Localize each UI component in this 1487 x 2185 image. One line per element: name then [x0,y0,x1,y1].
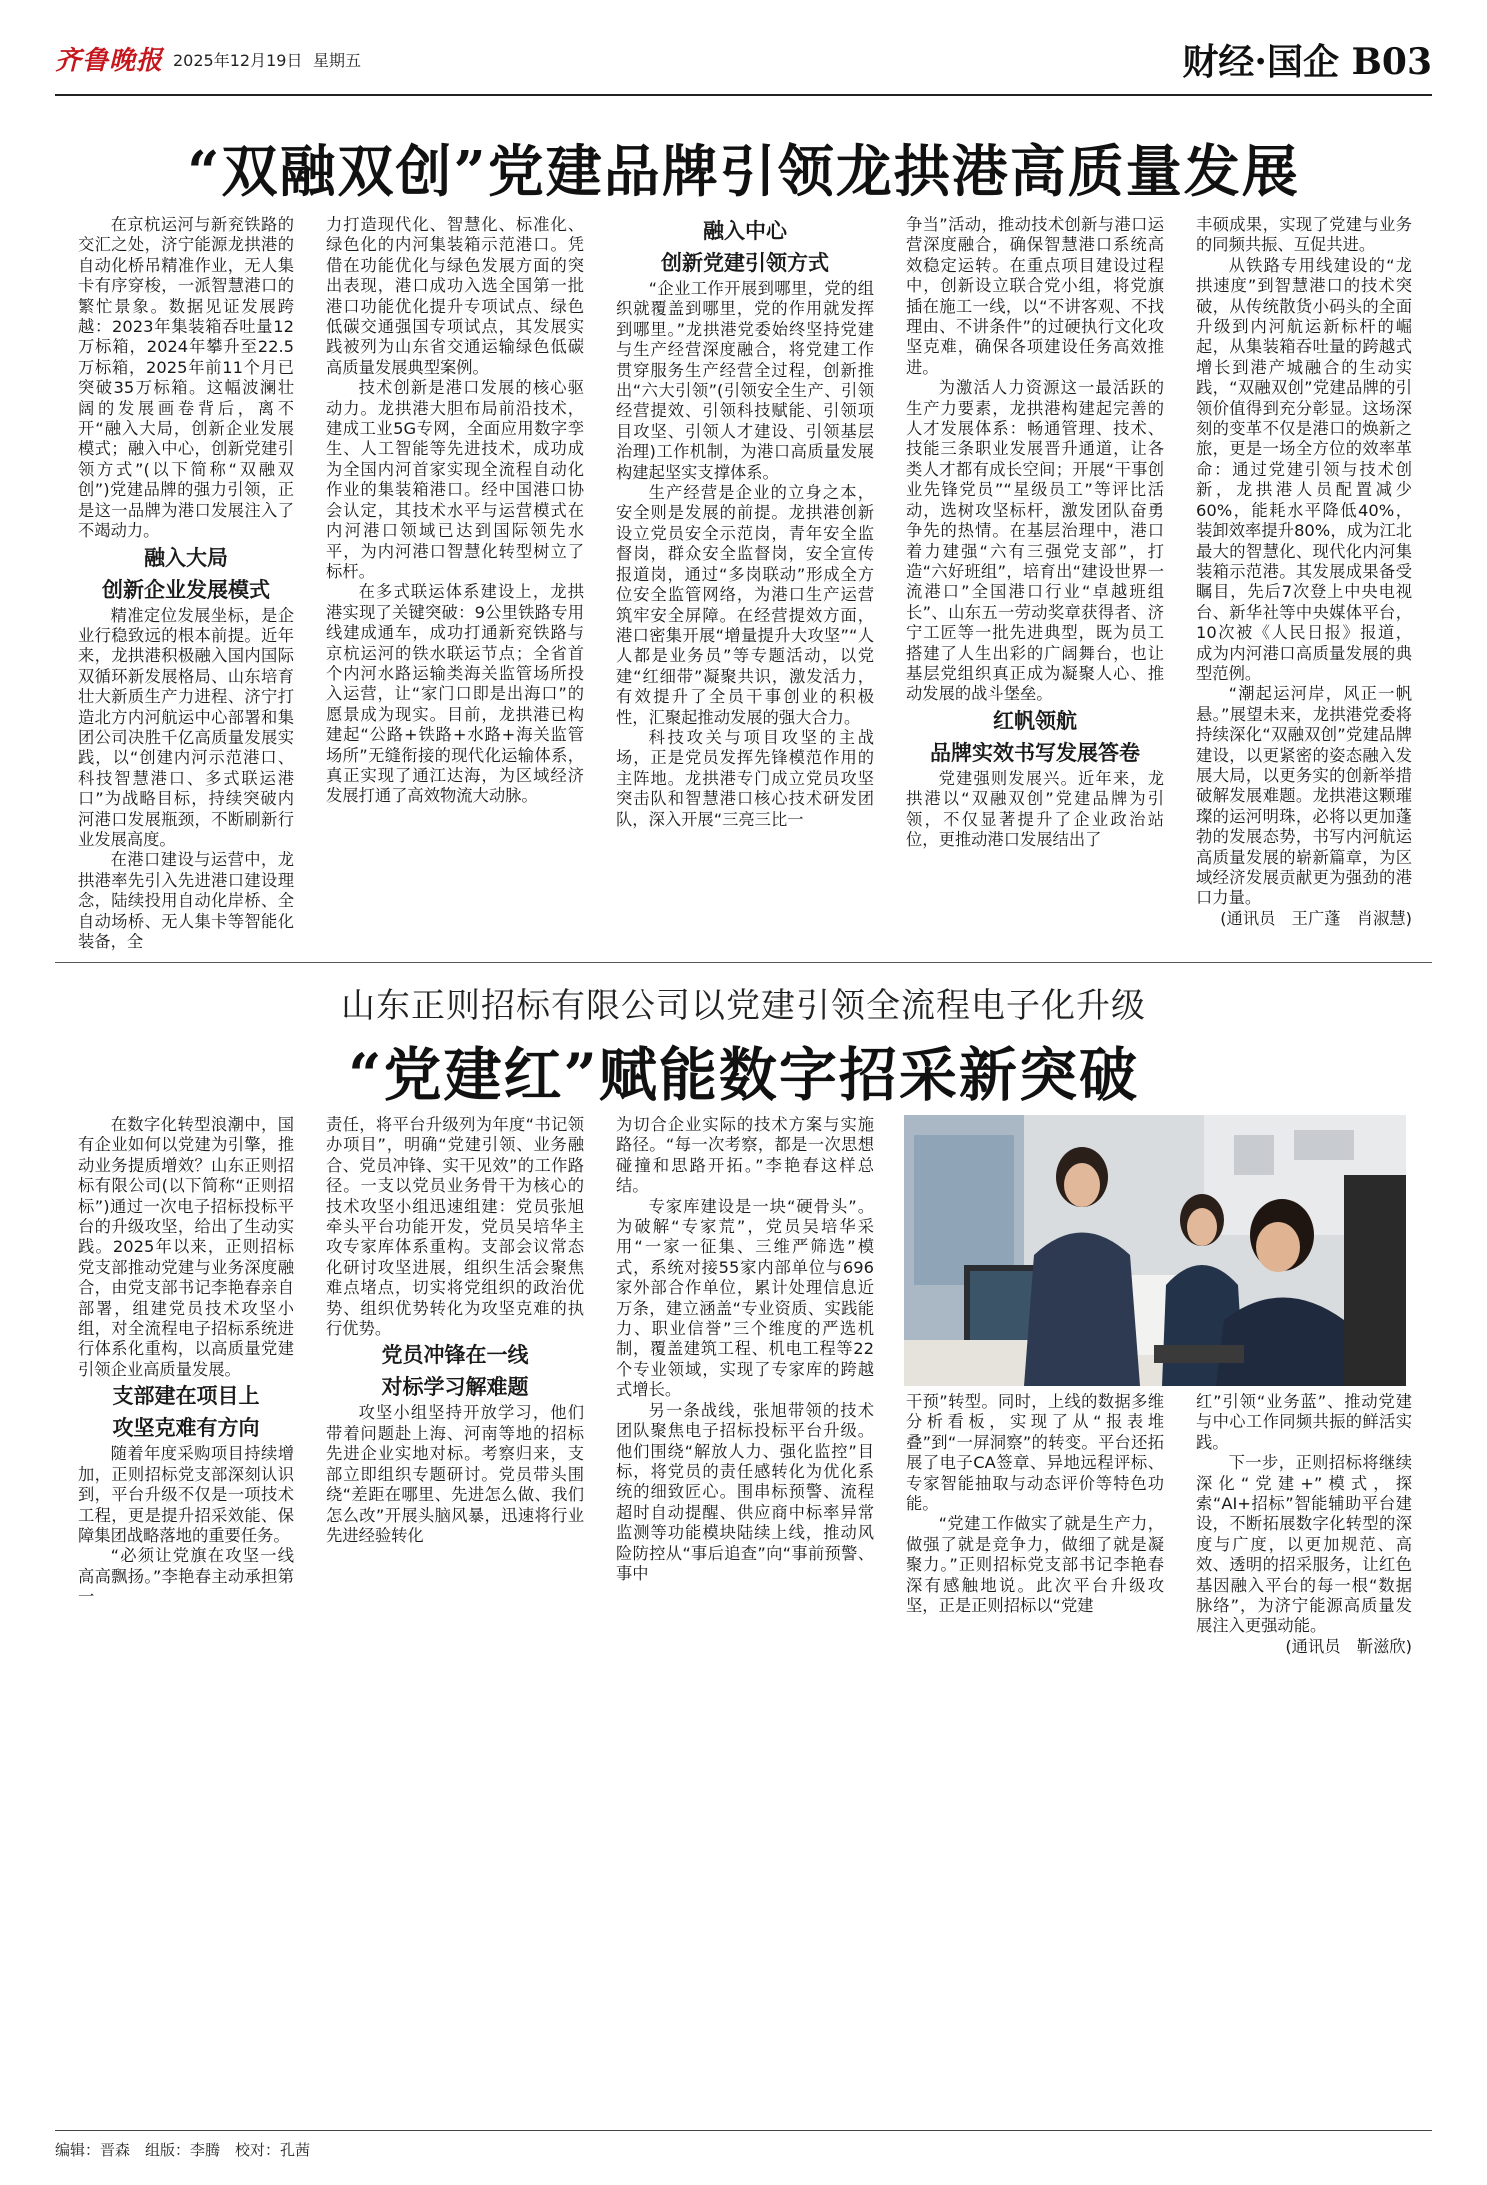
article2-col2 [326,1115,584,2115]
paragraph: 从铁路专用线建设的“龙拱速度”到智慧港口的技术突破，从传统散货小码头的全面升级到内河航运新标杆的崛起，从集装箱吞吐量的跨越式增长到港产城融合的生动实践，“双融双创”党建品牌的引领价值得到充分彰显。这场深刻的变革不仅是港口的焕新之旅，更是一场全方位的效率革命：通过党建引领与技术创新，龙拱港人员配置减少60%，能耗水平降低40%，装卸效率提升80%，成为江北最大的智慧化、现代化内河集装箱示范港。其发展成果备受瞩目，先后7次登上中央电视台、新华社等中央媒体平台，10次被《人民日报》报道，成为内河港口高质量发展的典型范例。 [1196,255,1412,683]
paragraph: 在数字化转型浪潮中，国有企业如何以党建为引擎，推动业务提质增效？山东正则招标有限公司(以下简称“正则招标”)通过一次电子招标投标平台的升级攻坚，给出了生动实践。2025年以来，正则招标党支部推动党建与业务深度融合，由党支部书记李艳春亲自部署，组建党员技术攻坚小组，对全流程电子招标系统进行体系化重构，以高质量党建引领企业高质量发展。 [78,1115,294,1379]
paragraph: 在港口建设与运营中，龙拱港率先引入先进港口建设理念，陆续投用自动化岸桥、全自动场桥、无人集卡等智能化装备，全 [78,850,294,951]
article1-col5 [1196,215,1412,960]
article1-subhead1: 融入大局 创新企业发展模式 [102,544,270,602]
paragraph: 党建强则发展兴。近年来，龙拱港以“双融双创”党建品牌为引领，不仅显著提升了企业政治站位，更推动港口发展结出了 [906,768,1164,849]
article2-subhead2: 党员冲锋在一线 对标学习解难题 [381,1342,529,1400]
article1-byline: (通讯员 王广蓬 肖淑慧) [1220,908,1412,928]
article1-subhead2: 融入中心 创新党建引领方式 [661,218,829,275]
article2-kicker: 山东正则招标有限公司以党建引领全流程电子化升级 [341,986,1146,1026]
paragraph: 生产经营是企业的立身之本，安全则是发展的前提。龙拱港创新设立党员安全示范岗，青年安全监督岗，群众安全监督岗，安全宣传报道岗，通过“多岗联动”形成全方位安全监管网络，为港口生产运营筑牢安全屏障。在经营提效方面，港口密集开展“增量提升大攻坚”“人人都是业务员”等专题活动，以党建“红细带”凝聚共识，激发活力，有效提升了全员干事创业的积极性，汇聚起推动发展的强大合力。 [616,483,874,727]
paragraph: 技术创新是港口发展的核心驱动力。龙拱港大胆布局前沿技术，建成工业5G专网，全面应用数字孪生、人工智能等先进技术，成功成为全国内河首家实现全流程自动化作业的集装箱港口。经中国港口协会认定，其技术水平与运营模式在内河港口领域已达到国际领先水平，为内河港口智慧化转型树立了标杆。 [326,378,584,581]
paragraph: 精准定位发展坐标，是企业行稳致远的根本前提。近年来，龙拱港积极融入国内国际双循环新发展格局、山东培育壮大新质生产力进程、济宁打造北方内河航运中心部署和集团公司决胜千亿高质量发展实践，以“创建内河示范港口、科技智慧港口、多式联运港口”为战略目标，持续突破内河港口发展瓶颈，不断刷新行业发展高度。 [78,605,294,849]
article2-subhead1: 支部建在项目上 攻坚克难有方向 [112,1383,260,1441]
article1-col2 [326,215,584,960]
article1-col1 [78,215,294,960]
photo-illustration [904,1115,1406,1386]
article2-col4 [906,1392,1164,2115]
article1-col3 [616,215,874,960]
masthead [55,32,1432,96]
paragraph: 干预”转型。同时，上线的数据多维分析看板，实现了从“报表堆叠”到“一屏洞察”的转变。平台还拓展了电子CA签章、异地远程评标、专家智能抽取与动态评价等特色功能。 [906,1392,1164,1514]
article1-headline: “双融双创”党建品牌引领龙拱港高质量发展 [187,139,1300,205]
paragraph: 另一条战线，张旭带领的技术团队聚焦电子招标投标平台升级。他们围绕“解放人力、强化监控”目标，将党员的责任感转化为优化系统的细致匠心。围串标预警、流程超时自动提醒、供应商中标率异常监测等功能模块陆续上线，推动风险防控从“事后追查”向“事前预警、事中 [616,1400,874,1583]
paragraph: 力打造现代化、智慧化、标准化、绿色化的内河集装箱示范港口。凭借在功能优化与绿色发展方面的突出表现，港口成功入选全国第一批港口功能优化提升专项试点、绿色低碳交通强国专项试点，其发展实践被列为山东省交通运输绿色低碳高质量发展典型案例。 [326,215,584,377]
editor-credits: 编辑：晋森 组版：李腾 校对：孔茜 [55,2141,311,2159]
section-divider [55,962,1432,963]
paragraph: 在多式联运体系建设上，龙拱港实现了关键突破：9公里铁路专用线建成通车，成功打通新兖铁路与京杭运河的铁水联运节点；全省首个内河水路运输类海关监管场所投入运营，让“家门口即是出海口”的愿景成为现实。目前，龙拱港已构建起“公路+铁路+水路+海关监管场所”无缝衔接的现代化运输体系，真正实现了通江达海，为区域经济发展打通了高效物流大动脉。 [326,582,584,806]
article1-subhead3: 红帆领航 品牌实效书写发展答卷 [930,707,1140,765]
article2-byline: (通讯员 靳滋欣) [1285,1636,1412,1656]
paragraph: 攻坚小组坚持开放学习，他们带着问题赴上海、河南等地的招标先进企业实地对标。考察归来，支部立即组织专题研讨。党员带头围绕“差距在哪里、先进怎么做、我们怎么改”开展头脑风暴，迅速将行业先进经验转化 [326,1403,584,1545]
newspaper-logo: 齐鲁晚报 [55,46,164,76]
issue-weekday: 星期五 [313,51,362,70]
paragraph: 为切合企业实际的技术方案与实施路径。“每一次考察，都是一次思想碰撞和思路开拓。”李艳春这样总结。 [616,1115,874,1196]
paragraph: 丰硕成果，实现了党建与业务的同频共振、互促共进。 [1196,215,1412,255]
paragraph: “潮起运河岸，风正一帆悬。”展望未来，龙拱港党委将持续深化“双融双创”党建品牌建设，以更紧密的姿态融入发展大局，以更务实的创新举措破解发展难题。龙拱港这颗璀璨的运河明珠，必将以更加蓬勃的发展态势，书写内河航运高质量发展的崭新篇章，为区域经济发展贡献更为强劲的港口力量。 [1196,684,1412,908]
paragraph: 随着年度采购项目持续增加，正则招标党支部深刻认识到，平台升级不仅是一项技术工程，更是提升招采效能、保障集团战略落地的重要任务。 [78,1444,294,1545]
paragraph: 责任，将平台升级列为年度“书记领办项目”，明确“党建引领、业务融合、党员冲锋、实干见效”的工作路径。一支以党员业务骨干为核心的技术攻坚小组迅速组建：党员张旭牵头平台功能开发，党员吴培华主攻专家库体系重构。支部会议常态化研讨攻坚进展，组织生活会聚焦难点堵点，切实将党组织的政治优势、组织优势转化为攻坚克难的执行优势。 [326,1115,584,1339]
paragraph: “党建工作做实了就是生产力，做强了就是竞争力，做细了就是凝聚力。”正则招标党支部书记李艳春深有感触地说。此次平台升级攻坚，正是正则招标以“党建 [906,1514,1164,1616]
paragraph: “必须让党旗在攻坚一线高高飘扬。”李艳春主动承担第一 [78,1546,294,1607]
paragraph: 红”引领“业务蓝”、推动党建与中心工作同频共振的鲜活实践。 [1196,1392,1412,1452]
article2-col3 [616,1115,874,2115]
paragraph: 在京杭运河与新兖铁路的交汇之处，济宁能源龙拱港的自动化桥吊精准作业，无人集卡有序穿梭，一派智慧港口的繁忙景象。数据见证发展跨越：2023年集装箱吞吐量12万标箱，2024年攀升至22.5万标箱，2025年前11个月已突破35万标箱。这幅波澜壮阔的发展画卷背后，离不开“融入大局，创新企业发展模式；融入中心，创新党建引领方式”(以下简称“双融双创”)党建品牌的强力引领，正是这一品牌为港口发展注入了不竭动力。 [78,215,294,541]
article2-col5 [1196,1392,1412,2115]
paragraph: 为激活人力资源这一最活跃的生产力要素，龙拱港构建起完善的人才发展体系：畅通管理、技术、技能三条职业发展晋升通道，让各类人才都有成长空间；开展“干事创业先锋党员”“星级员工”等评比活动，选树攻坚标杆，激发团队奋勇争先的热情。在基层治理中，港口着力建强“六有三强党支部”，打造“六好班组”，培育出“建设世界一流港口”全国港口行业“卓越班组长”、山东五一劳动奖章获得者、济宁工匠等一批先进典型，既为员工搭建了人生出彩的广阔舞台，也让基层党组织真正成为凝聚人心、推动发展的战斗堡垒。 [906,378,1164,704]
section-title: 财经·国企 B03 [1182,41,1432,83]
article2-headline: “党建红”赋能数字招采新突破 [348,1041,1139,1109]
paragraph: 专家库建设是一块“硬骨头”。为破解“专家荒”，党员吴培华采用“一家一征集、三维严筛选”模式，系统对接55家内部单位与696家外部合作单位，累计处理信息近万条，建立涵盖“专业资质、实践能力、职业信誉”三个维度的严选机制，覆盖建筑工程、机电工程等22个专业领域，实现了专家库的跨越式增长。 [616,1196,874,1400]
paragraph: “企业工作开展到哪里，党的组织就覆盖到哪里，党的作用就发挥到哪里。”龙拱港党委始终坚持党建与生产经营深度融合，将党建工作贯穿服务生产经营全过程，创新推出“六大引领”(引领安全生产、引领经营提效、引领科技赋能、引领项目攻坚、引领人才建设、引领基层治理)工作机制，为港口高质量发展构建起坚实支撑体系。 [616,279,874,482]
article1-col4 [906,215,1164,960]
paragraph: 科技攻关与项目攻坚的主战场，正是党员发挥先锋模范作用的主阵地。龙拱港专门成立党员攻坚突击队和智慧港口核心技术研发团队，深入开展“三亮三比一 [616,727,874,829]
paragraph: 下一步，正则招标将继续深化“党建+”模式，探索“AI+招标”智能辅助平台建设，不断拓展数字化转型的深度与广度，以更加规范、高效、透明的招采服务，让红色基因融入平台的每一根“数据脉络”，为济宁能源高质量发展注入更强动能。 [1196,1453,1412,1636]
paragraph: 争当”活动，推动技术创新与港口运营深度融合，确保智慧港口系统高效稳定运转。在重点项目建设过程中，创新设立联合党小组，将党旗插在施工一线，以“不讲客观、不找理由、不讲条件”的过硬执行文化攻坚克难，确保各项建设任务高效推进。 [906,215,1164,377]
article2-col1 [78,1115,294,2115]
page-footer [55,2130,1432,2160]
office-photo [904,1115,1406,1386]
issue-date: 2025年12月19日 [173,51,303,70]
